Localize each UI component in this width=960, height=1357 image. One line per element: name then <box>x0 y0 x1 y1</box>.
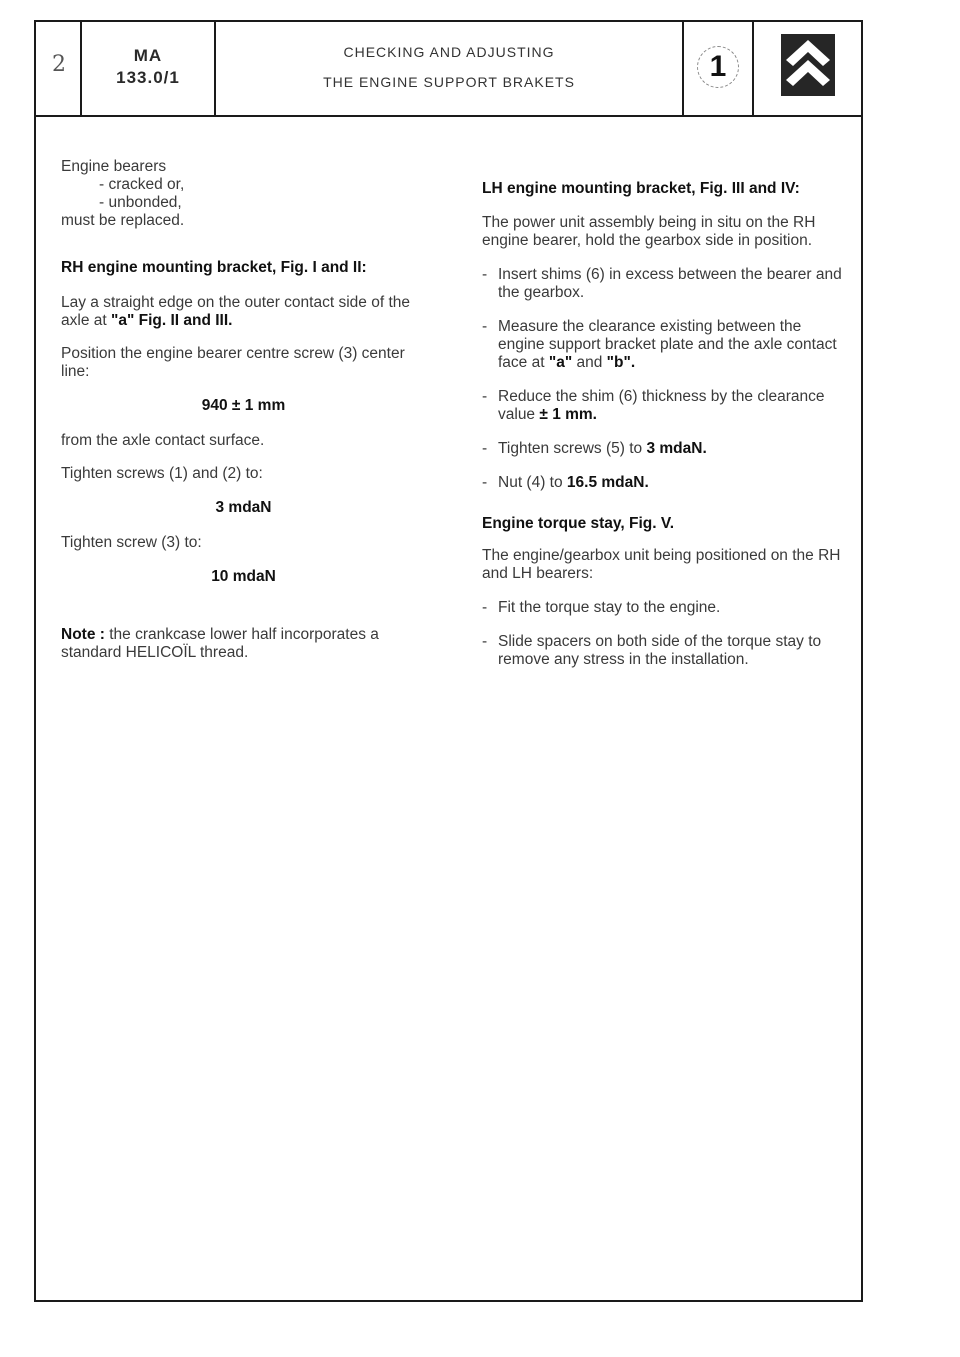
note-label: Note : <box>61 626 105 643</box>
torque-spec-3: 10 mdaN <box>211 568 276 585</box>
intro-line: - cracked or, <box>99 176 185 193</box>
measure-text: Measure the clearance existing between the engine support bracket plate and the axle contact face at <box>498 318 837 371</box>
step-text: Insert shims (6) in excess between the bearer and the gearbox. <box>498 266 842 301</box>
step-slide-spacers: - Slide spacers on both side of the torque stay to remove any stress in the installation. <box>482 633 848 669</box>
left-column <box>61 158 426 662</box>
lh-bracket-heading: LH engine mounting bracket, Fig. III and IV: <box>482 180 800 197</box>
step-text <box>498 474 848 492</box>
intro-line: - unbonded, <box>99 194 182 211</box>
torque-spec-4: 16.5 mdaN. <box>566 474 649 491</box>
right-column <box>482 158 848 669</box>
note-text: the crankcase lower half incorporates a standard HELICOÏL thread. <box>61 626 379 661</box>
step-measure-clearance: - Measure the clearance existing between the engine support bracket plate and the axle contact face at "a" and "b". <box>482 318 848 372</box>
torque-stay-heading: Engine torque stay, Fig. V. <box>482 515 675 532</box>
step-nut-4: - Nut (4) to 16.5 mdaN. <box>482 474 848 492</box>
tighten-screw-3: Tighten screw (3) to: <box>61 534 202 551</box>
note-paragraph <box>61 626 426 662</box>
tighten5-text: Tighten screws (5) to <box>498 440 643 457</box>
point-a-label: "a" <box>548 354 573 371</box>
reduce-text: Reduce the shim (6) thickness by the clearance value <box>498 388 825 423</box>
rh-bracket-heading: RH engine mounting bracket, Fig. I and II: <box>61 259 367 276</box>
step-reduce-shim: - Reduce the shim (6) thickness by the clearance value ± 1 mm. <box>482 388 848 424</box>
step-text <box>498 440 848 458</box>
intro-line: must be replaced. <box>61 212 185 229</box>
step-text: Slide spacers on both side of the torque stay to remove any stress in the installation. <box>498 633 822 668</box>
reduce-value: ± 1 mm. <box>539 406 597 423</box>
step-insert-shims: - Insert shims (6) in excess between the bearer and the gearbox. <box>482 266 848 302</box>
position-instruction: Position the engine bearer centre screw (3) center line: <box>61 345 405 380</box>
torque-stay-intro: The engine/gearbox unit being positioned on the RH and LH bearers: <box>482 547 841 582</box>
step-tighten-screws-5: - Tighten screws (5) to 3 mdaN. <box>482 440 848 458</box>
logo-cell <box>754 22 861 115</box>
and-word: and <box>576 354 603 371</box>
page-number: 2 <box>52 52 66 77</box>
torque-spec-5: 3 mdaN. <box>646 440 707 457</box>
straight-edge-instruction <box>61 294 426 330</box>
citroen-chevrons-icon <box>781 34 835 96</box>
step-text <box>498 318 848 372</box>
tighten-screws-1-2: Tighten screws (1) and (2) to: <box>61 465 263 482</box>
step-text <box>498 388 848 424</box>
from-surface-text: from the axle contact surface. <box>61 432 265 449</box>
nut-text: Nut (4) to <box>498 474 563 491</box>
page-number-cell <box>36 22 82 115</box>
straight-edge-text: Lay a straight edge on the outer contact side of the axle at <box>61 294 410 329</box>
reference-cell <box>82 22 216 115</box>
reference-code: MA <box>133 46 163 65</box>
lh-intro-text: The power unit assembly being in situ on the RH engine bearer, hold the gearbox side in position. <box>482 214 816 249</box>
figure-reference: "a" Fig. II and III. <box>110 312 233 329</box>
point-b-label: "b". <box>606 354 636 371</box>
page-title-line2: THE ENGINE SUPPORT BRAKETS <box>323 74 575 90</box>
section-badge-cell <box>684 22 754 115</box>
distance-spec: 940 ± 1 mm <box>201 397 286 414</box>
step-fit-torque-stay: - Fit the torque stay to the engine. <box>482 599 848 617</box>
title-cell <box>216 22 684 115</box>
torque-spec-1-2: 3 mdaN <box>215 499 272 516</box>
section-number-badge: 1 <box>697 46 739 88</box>
step-text: Fit the torque stay to the engine. <box>498 599 721 616</box>
reference-number: 133.0/1 <box>116 68 180 87</box>
intro-line: Engine bearers <box>61 158 167 175</box>
header-bar <box>36 22 861 117</box>
page-title-line1: CHECKING AND ADJUSTING <box>343 44 555 60</box>
